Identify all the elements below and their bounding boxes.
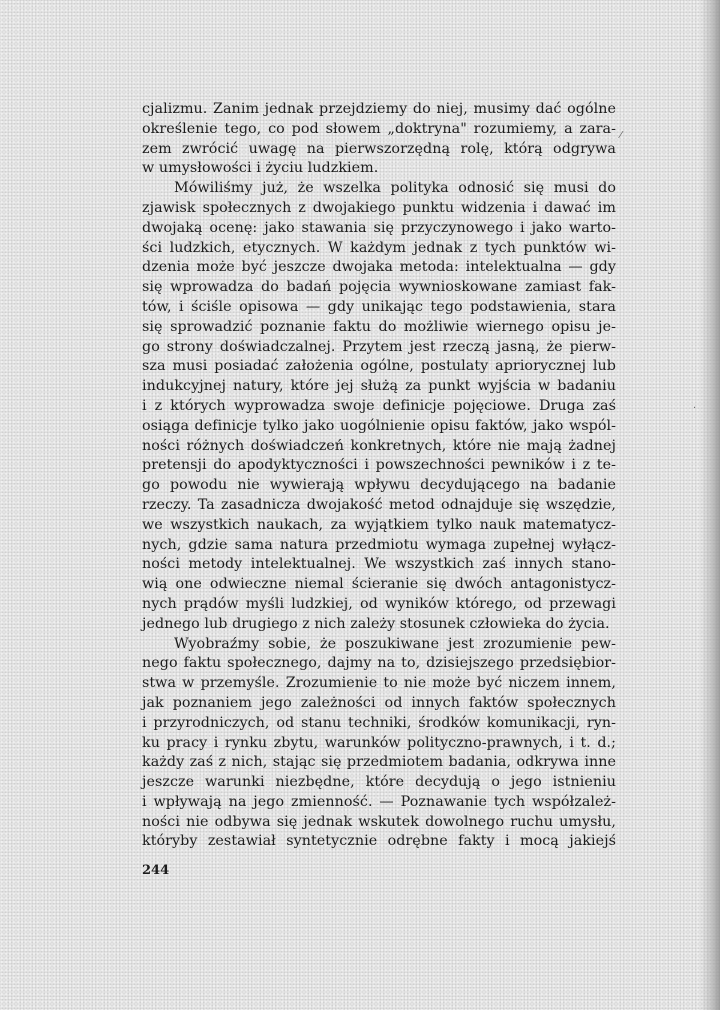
text-line: i wpływają na jego zmienność. — Poznawanie tych współzależ- (142, 793, 616, 810)
page-number: 244 (142, 863, 170, 878)
text-line: dzenia może być jeszcze dwojaka metoda: intelektualna — gdy (142, 259, 616, 276)
text-line: określenie tego, co pod słowem „doktryna" rozumiemy, a zara- (142, 120, 616, 137)
text-line: w umysłowości i życiu ludzkiem. (142, 160, 379, 177)
text-line: ności metody intelektualnej. We wszystkich zaś innych stano- (142, 556, 616, 573)
text-line: sza musi posiadać założenia ogólne, postulaty apriorycznej lub (142, 358, 616, 375)
text-line: Mówiliśmy już, że wszelka polityka odnosić się musi do (174, 180, 616, 197)
text-line: zem zwrócić uwagę na pierwszorzędną rolę, którą odgrywa (142, 140, 616, 157)
text-line: zjawisk społecznych z dwojakiego punktu widzenia i dawać im (142, 199, 616, 216)
text-line: i z których wyprowadza swoje definicje pojęciowe. Druga zaś (142, 397, 616, 414)
scan-speck: ⁄ (620, 130, 622, 141)
text-line: nego faktu społecznego, dajmy na to, dzisiejszego przedsiębior- (142, 655, 616, 672)
text-line: stwa w przemyśle. Zrozumienie to nie może być niczem innem, (142, 675, 616, 692)
text-line: ku pracy i rynku zbytu, warunków polityczno-prawnych, i t. d.; (142, 734, 616, 751)
text-line: ności różnych doświadczeń konkretnych, które nie mają żadnej (142, 437, 616, 454)
text-line: i przyrodniczych, od stanu techniki, środków komunikacji, ryn- (142, 714, 616, 731)
text-line: go powodu nie wywierają wpływu decydującego na badanie (142, 477, 616, 494)
text-line: osiąga definicje tylko jako uogólnienie opisu faktów, jako wspól- (142, 417, 616, 434)
text-line: jak poznaniem jego zależności od innych faktów społecznych (142, 694, 616, 711)
text-line: ności nie odbywa się jednak wskutek dowolnego ruchu umysłu, (142, 813, 616, 830)
text-line: go strony doświadczalnej. Przytem jest rzeczą jasną, że pierw- (142, 338, 616, 355)
text-line: jednego lub drugiego z nich zależy stosunek człowieka do życia. (142, 615, 610, 632)
text-line: dwojaką ocenę: jako stawania się przyczynowego i jako warto- (142, 219, 616, 236)
text-line: indukcyjnej natury, które jej służą za punkt wyjścia w badaniu (142, 378, 616, 395)
page-edge-shadow (700, 0, 720, 1010)
text-line: wią one odwieczne niemal ścieranie się dwóch antagonistycz- (142, 576, 616, 593)
text-line: nych prądów myśli ludzkiej, od wyników którego, od przewagi (142, 595, 616, 612)
text-line: każdy zaś z nich, stając się przedmiotem badania, odkrywa inne (142, 754, 616, 771)
text-line: ści ludzkich, etycznych. W każdym jednak z tych punktów wi- (142, 239, 616, 256)
text-line: tów, i ściśle opisowa — gdy unikając tego podstawienia, stara (142, 298, 616, 315)
text-line: się sprowadzić poznanie faktu do możliwie wiernego opisu je- (142, 318, 616, 335)
text-line: się wprowadza do badań pojęcia wywnioskowane zamiast fak- (142, 279, 616, 296)
scan-speck: · (693, 403, 697, 414)
text-line: Wyobraźmy sobie, że poszukiwane jest zrozumienie pew- (174, 635, 616, 652)
text-line: jeszcze warunki niezbędne, które decydują o jego istnieniu (142, 774, 616, 791)
body-text (142, 100, 616, 852)
text-line: nych, gdzie sama natura przedmiotu wymaga zupełnej wyłącz- (142, 536, 616, 553)
text-line: pretensji do apodyktyczności i powszechności pewników i z te- (142, 457, 616, 474)
text-line: we wszystkich naukach, za wyjątkiem tylko nauk matematycz- (142, 516, 616, 533)
text-line: rzeczy. Ta zasadnicza dwojakość metod odnajduje się wszędzie, (142, 496, 616, 513)
text-line: któryby zestawiał syntetycznie odrębne fakty i mocą jakiejś (142, 833, 616, 850)
text-line: cjalizmu. Zanim jednak przejdziemy do niej, musimy dać ogólne (142, 101, 616, 117)
